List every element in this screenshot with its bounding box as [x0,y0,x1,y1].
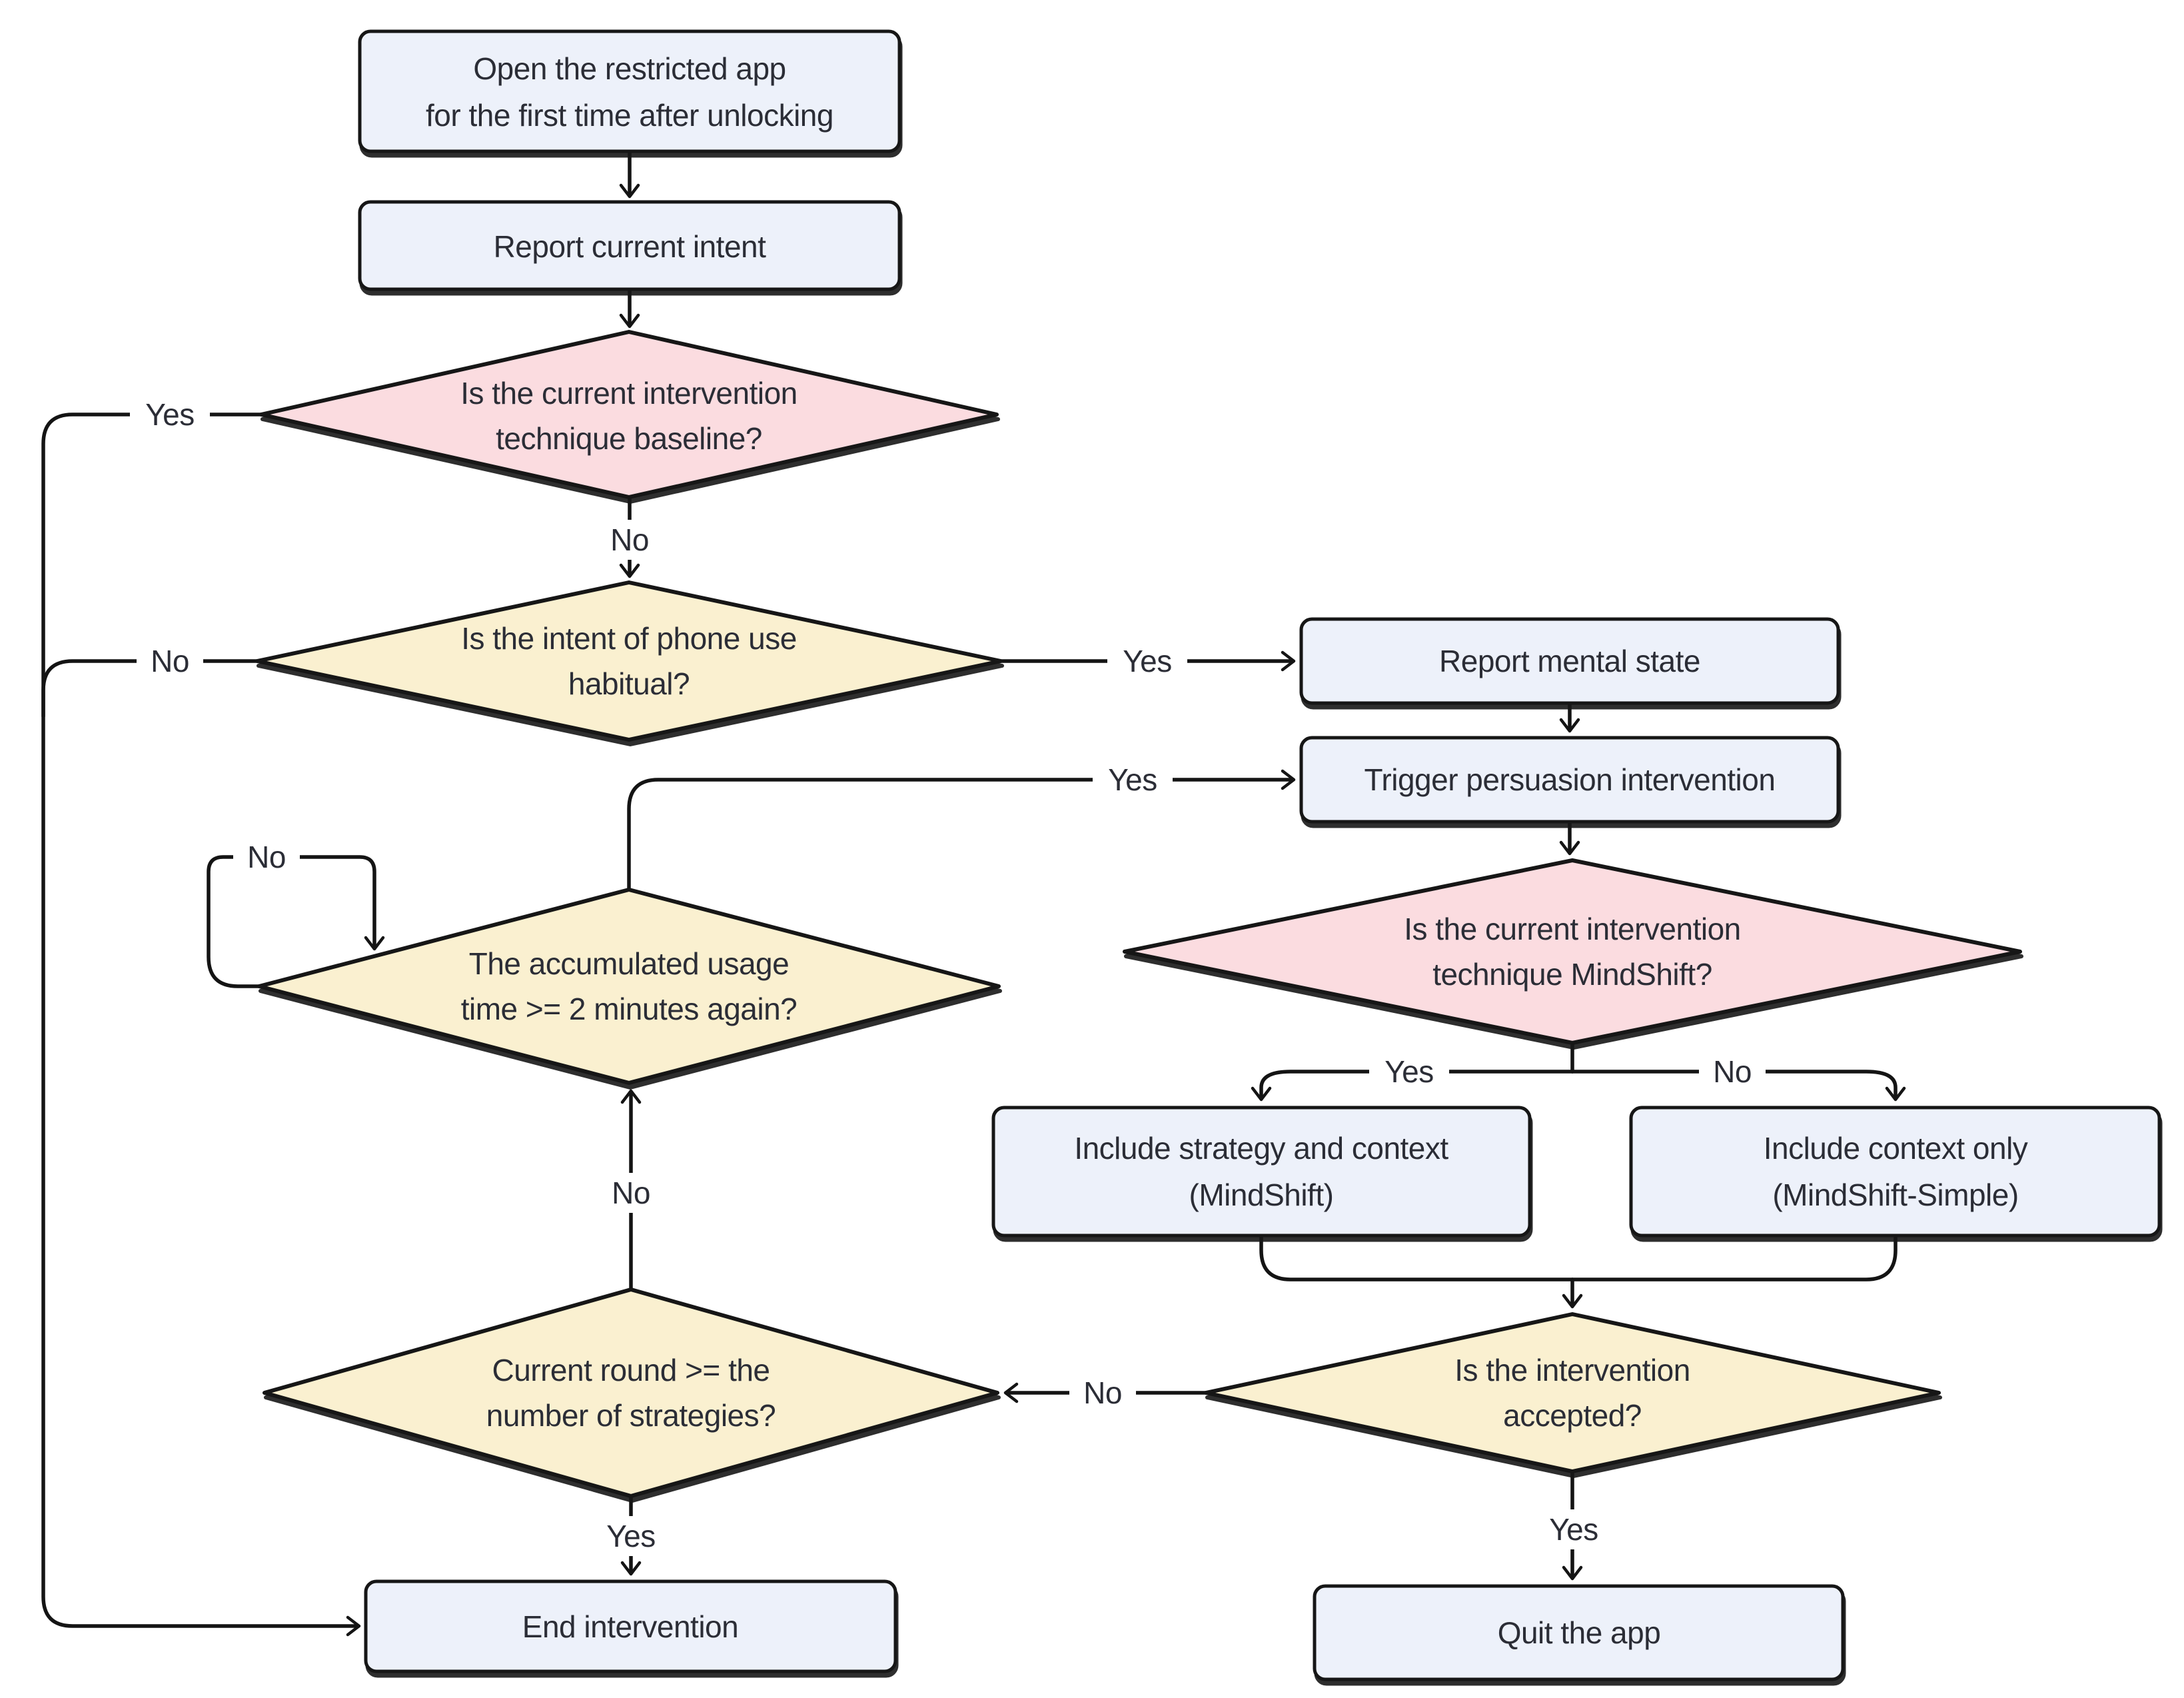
process-box [360,31,899,151]
edge-label-round-yes: Yes [606,1519,656,1553]
node-mindshift-decision [1125,860,2020,1043]
edge-context-merge [1572,1236,1896,1279]
node-label: technique baseline? [496,421,762,456]
edge-label-usage-yes: Yes [1108,762,1157,797]
node-habitual-decision [257,582,1001,740]
node-report-intent [360,202,899,289]
node-trigger-persuasion [1301,738,1838,822]
edge-label-mindshift-yes: Yes [1384,1054,1434,1089]
edge-label-habitual-no: No [151,644,189,678]
node-label: (MindShift) [1189,1178,1334,1212]
node-label: Report mental state [1439,644,1700,678]
edge-label-accepted-yes: Yes [1549,1512,1598,1547]
decision-diamond [259,890,999,1083]
node-usage-decision [259,890,999,1083]
node-open-app [360,31,899,151]
node-label: time >= 2 minutes again? [460,992,798,1026]
node-label: Current round >= the [492,1353,770,1387]
node-report-mental [1301,619,1838,703]
edge-usage-yes-to-trigger [629,780,1293,890]
process-box [993,1108,1530,1236]
edge-label-baseline-no: No [610,522,649,557]
edge-label-baseline-yes: Yes [145,397,195,432]
node-label: accepted? [1503,1398,1642,1433]
node-label: Trigger persuasion intervention [1364,762,1776,797]
node-include-context [1631,1108,2159,1236]
edge-strategy-merge [1261,1236,1572,1279]
decision-diamond [261,332,997,497]
edge-label-round-no: No [612,1176,650,1210]
node-label: Is the intent of phone use [461,621,797,656]
node-quit-app [1315,1586,1843,1679]
node-label: Is the current intervention [1404,912,1741,946]
decision-diamond [1206,1314,1939,1471]
edge-label-usage-loop-no: No [247,840,286,874]
edge-label-habitual-yes: Yes [1123,644,1172,678]
edge-label-accepted-no: No [1083,1375,1122,1410]
node-label: The accumulated usage [468,946,790,981]
node-end-intervention [366,1581,895,1671]
node-label: habitual? [568,666,690,701]
node-accepted-decision [1206,1314,1939,1471]
decision-diamond [265,1289,997,1496]
edge-baseline-yes-to-end [43,415,358,1626]
node-label: Is the current intervention [460,376,798,411]
node-label: Report current intent [493,229,766,264]
node-label: Quit the app [1497,1615,1661,1650]
node-baseline-decision [261,332,997,497]
node-label: number of strategies? [486,1398,776,1433]
process-box [1631,1108,2159,1236]
node-round-decision [265,1289,997,1496]
node-include-strategy [993,1108,1530,1236]
decision-diamond [1125,860,2020,1043]
node-label: technique MindShift? [1432,957,1712,992]
node-label: (MindShift-Simple) [1772,1178,2019,1212]
edge-label-mindshift-no: No [1713,1054,1752,1089]
node-label: Is the intervention [1454,1353,1690,1387]
node-label: Open the restricted app [473,51,786,86]
node-label: Include context only [1763,1131,2028,1166]
decision-diamond [257,582,1001,740]
node-label: End intervention [522,1609,739,1644]
node-label: Include strategy and context [1074,1131,1448,1166]
node-label: for the first time after unlocking [426,98,833,133]
